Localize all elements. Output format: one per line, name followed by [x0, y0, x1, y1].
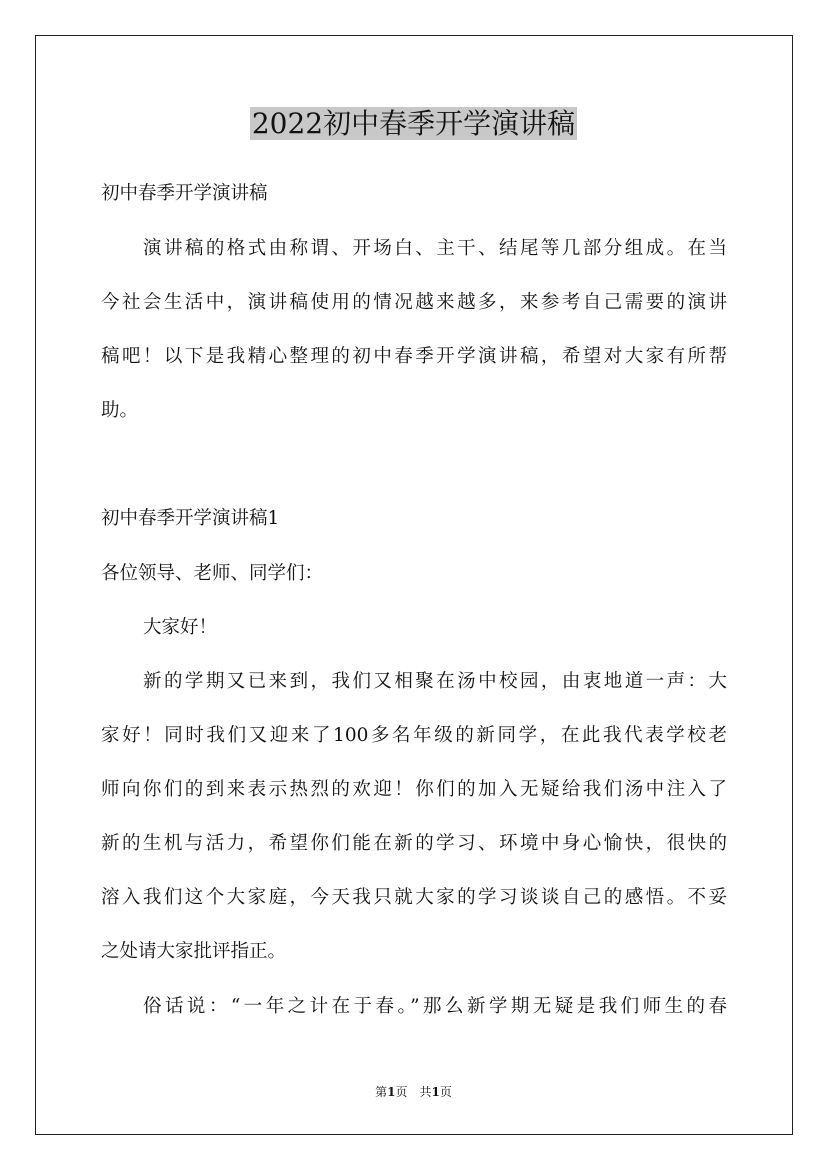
section-heading: 初中春季开学演讲稿 — [101, 183, 268, 204]
paragraph-line: 演讲稿的格式由称谓、开场白、主干、结尾等几部分组成。在当 — [143, 238, 727, 259]
footer-suffix: 页 — [439, 1085, 452, 1099]
paragraph-line: 新的学期又已来到，我们又相聚在汤中校园，由衷地道一声：大 — [143, 671, 727, 692]
paragraph-line: 新的生机与活力，希望你们能在新的学习、环境中身心愉快，很快的 — [101, 833, 727, 854]
page-footer — [0, 1083, 827, 1101]
section-heading: 初中春季开学演讲稿1 — [101, 508, 280, 529]
paragraph-line: 溶入我们这个大家庭，今天我只就大家的学习谈谈自己的感悟。不妥 — [101, 887, 727, 908]
paragraph-line: 俗话说：“一年之计在于春。”那么新学期无疑是我们师生的春 — [143, 996, 727, 1017]
paragraph-line: 师向你们的到来表示热烈的欢迎！你们的加入无疑给我们汤中注入了 — [101, 779, 727, 800]
document-title: 2022初中春季开学演讲稿 — [251, 107, 576, 140]
paragraph-line: 助。 — [101, 400, 139, 421]
paragraph-line: 家好！同时我们又迎来了100多名年级的新同学，在此我代表学校老 — [101, 725, 727, 746]
footer-prefix: 第 — [375, 1085, 388, 1099]
paragraph-line: 之处请大家批评指正。 — [101, 941, 287, 962]
paragraph-line: 今社会生活中，演讲稿使用的情况越来越多，来参考自己需要的演讲 — [101, 292, 727, 313]
footer-mid: 页 共 — [395, 1085, 432, 1099]
greeting: 大家好！ — [143, 617, 218, 638]
salutation: 各位领导、老师、同学们： — [101, 563, 324, 584]
paragraph-line: 稿吧！以下是我精心整理的初中春季开学演讲稿，希望对大家有所帮 — [101, 346, 727, 367]
footer-page-total: 1 — [431, 1085, 440, 1099]
footer-page-number: 1 — [387, 1085, 396, 1099]
